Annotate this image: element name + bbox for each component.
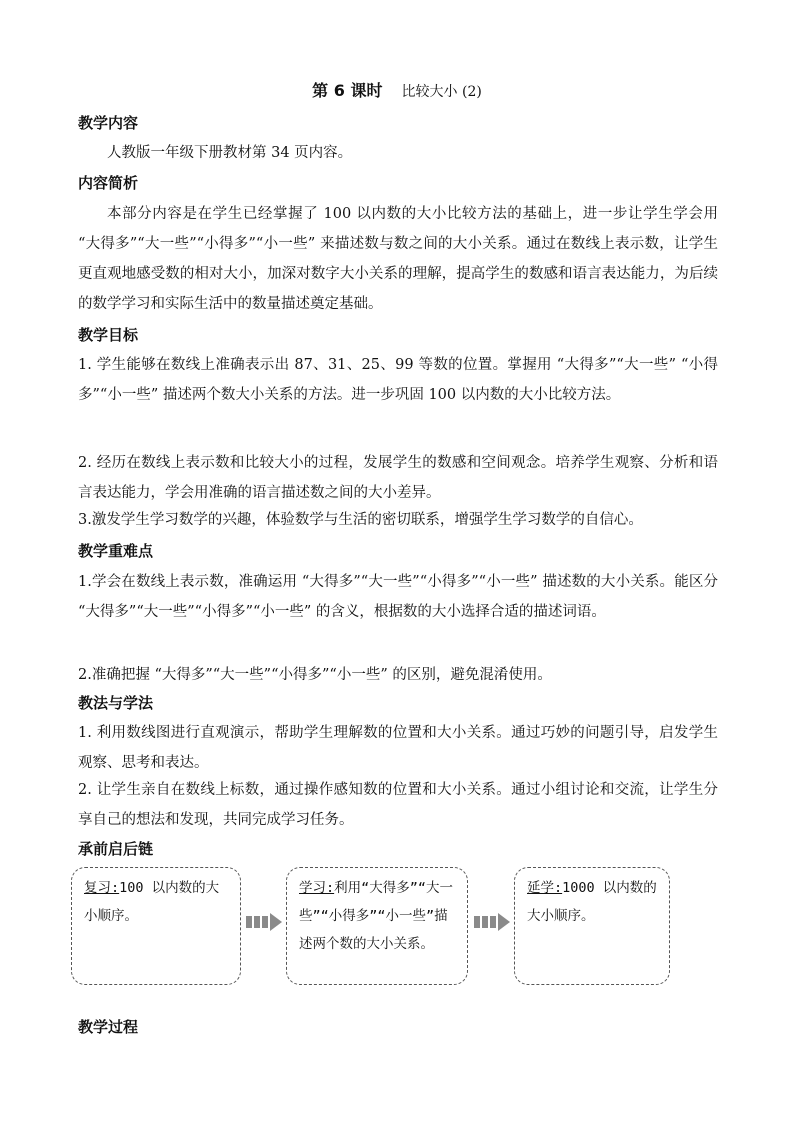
chain-text-learn: 利用“大得多”“大一些”“小得多”“小一些”描述两个数的大小关系。 <box>299 880 454 952</box>
keypoint-item-2: 2.准确把握 “大得多”“大一些”“小得多”“小一些” 的区别，避免混淆使用。 <box>78 667 552 683</box>
heading-content: 教学内容 <box>78 114 139 132</box>
chain-box-review <box>71 867 241 985</box>
chain-text-review: 100 以内数的大小顺序。 <box>84 880 220 924</box>
heading-goals: 教学目标 <box>78 326 139 344</box>
content-text: 人教版一年级下册教材第 34 页内容。 <box>107 145 353 161</box>
lesson-topic: 比较大小 (2) <box>401 84 482 100</box>
summary-text: 本部分内容是在学生已经掌握了 100 以内数的大小比较方法的基础上，进一步让学生学会用 “大得多”“大一些”“小得多”“小一些” 来描述数与数之间的大小关系。通过在数线上表示数，让学生更直观地感受数的相对大小，加深对数字大小关系的理解，提高学生的数感和语言表达能力，为后续的数学学习和实际生活中的数量描述奠定基础。 <box>78 206 718 312</box>
heading-process: 教学过程 <box>78 1018 139 1036</box>
heading-keypoints: 教学重难点 <box>78 542 154 560</box>
page-title <box>0 78 794 101</box>
heading-methods: 教法与学法 <box>78 694 154 712</box>
chain-box-extend <box>514 867 670 985</box>
chain-label-extend: 延学: <box>527 880 563 896</box>
goal-item-3: 3.激发学生学习数学的兴趣，体验数学与生活的密切联系，增强学生学习数学的自信心。 <box>78 512 643 528</box>
chain-label-learn: 学习: <box>299 880 335 896</box>
keypoint-item-1: 1.学会在数线上表示数，准确运用 “大得多”“大一些”“小得多”“小一些” 描述数的大小关系。能区分 “大得多”“大一些”“小得多”“小一些” 的含义，根据数的大小选择合适的描述词语。 <box>78 574 718 620</box>
lesson-number: 第 6 课时 <box>312 81 383 100</box>
method-item-1: 1. 利用数线图进行直观演示，帮助学生理解数的位置和大小关系。通过巧妙的问题引导，启发学生观察、思考和表达。 <box>78 725 718 771</box>
heading-chain: 承前启后链 <box>78 840 154 858</box>
method-item-2: 2. 让学生亲自在数线上标数，通过操作感知数的位置和大小关系。通过小组讨论和交流，让学生分享自己的想法和发现，共同完成学习任务。 <box>78 782 718 828</box>
goal-item-1: 1. 学生能够在数线上准确表示出 87、31、25、99 等数的位置。掌握用 “大得多”“大一些” “小得多”“小一些” 描述两个数大小关系的方法。进一步巩固 100 以内数的大小比较方法。 <box>78 357 718 403</box>
chain-label-review: 复习: <box>84 880 120 896</box>
arrow-right-icon <box>474 913 510 931</box>
heading-summary: 内容简析 <box>78 174 139 192</box>
arrow-right-icon <box>246 913 282 931</box>
goal-item-2: 2. 经历在数线上表示数和比较大小的过程，发展学生的数感和空间观念。培养学生观察、分析和语言表达能力，学会用准确的语言描述数之间的大小差异。 <box>78 455 718 501</box>
chain-text-extend: 1000 以内数的大小顺序。 <box>527 880 657 924</box>
chain-box-learn <box>286 867 468 985</box>
